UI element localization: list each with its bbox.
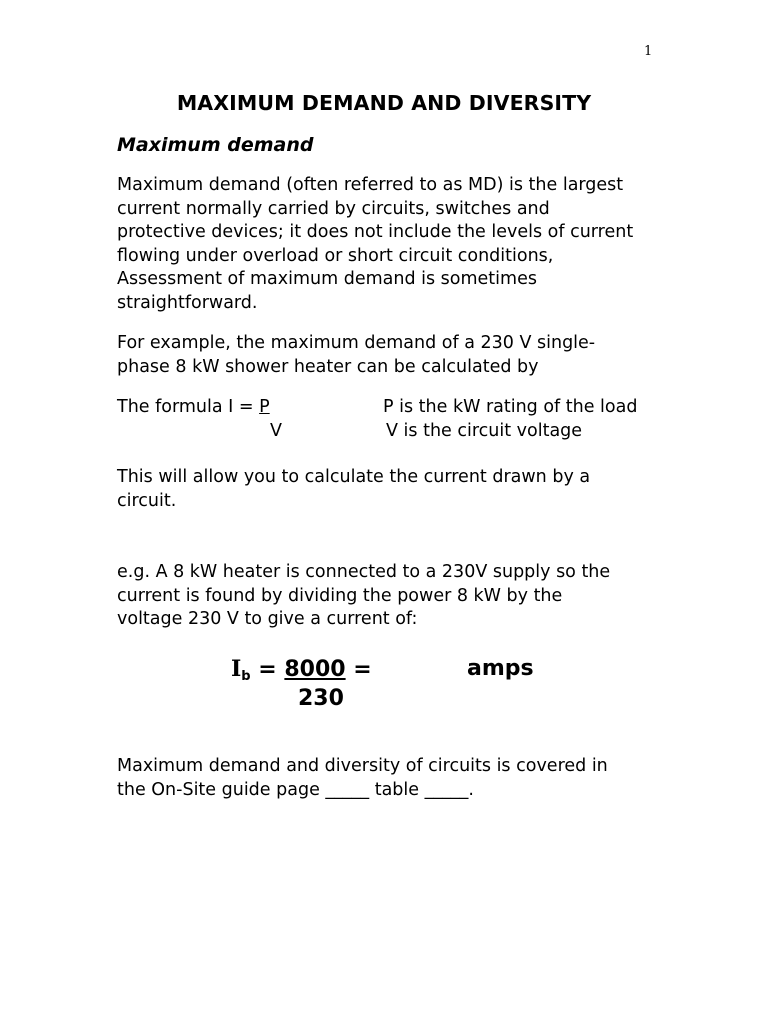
text-line: voltage 230 V to give a current of: <box>117 609 418 629</box>
text-line: This will allow you to calculate the current drawn by a <box>117 467 591 487</box>
text-line: Maximum demand and diversity of circuits is covered in <box>117 756 608 776</box>
text-line: phase 8 kW shower heater can be calculated by <box>117 356 539 377</box>
text-line: Maximum demand (often referred to as MD) is the largest <box>117 175 624 195</box>
formula-numerator: P <box>259 397 270 417</box>
calc-unit: amps <box>467 656 534 681</box>
current-symbol: I <box>231 656 242 682</box>
current-subscript: b <box>241 669 251 684</box>
equals-sign: = <box>250 657 285 682</box>
text-line: circuit. <box>117 490 177 511</box>
calc-denominator: 230 <box>298 686 344 711</box>
text-line: Assessment of maximum demand is sometimes <box>117 269 537 289</box>
text-line: straightforward. <box>117 292 258 313</box>
text-line: For example, the maximum demand of a 230 V single- <box>117 333 596 353</box>
intro-paragraph <box>117 174 657 315</box>
page-title: MAXIMUM DEMAND AND DIVERSITY <box>176 91 592 115</box>
calculation-equation <box>231 656 372 684</box>
section-heading: Maximum demand <box>117 134 314 156</box>
formula-p-description: P is the kW rating of the load <box>383 397 638 417</box>
text-line: the On-Site guide page _____ table _____. <box>117 779 474 800</box>
example-paragraph <box>117 332 657 379</box>
text-line: current normally carried by circuits, switches and <box>117 198 550 219</box>
calc-numerator: 8000 <box>284 657 346 682</box>
covered-paragraph <box>117 755 657 802</box>
text-line: flowing under overload or short circuit conditions, <box>117 245 554 266</box>
formula-v-description: V is the circuit voltage <box>386 421 583 441</box>
text-line: protective devices; it does not include the levels of current <box>117 222 634 242</box>
example-calc-paragraph <box>117 561 657 632</box>
equals-sign-after: = <box>345 657 372 682</box>
formula-line <box>117 396 270 420</box>
allow-paragraph <box>117 466 657 513</box>
page-number: 1 <box>644 44 653 59</box>
text-line: e.g. A 8 kW heater is connected to a 230V supply so the <box>117 562 611 582</box>
text-line: current is found by dividing the power 8 kW by the <box>117 585 563 606</box>
formula-denominator: V <box>270 421 282 441</box>
formula-prefix: The formula I = <box>117 397 260 417</box>
